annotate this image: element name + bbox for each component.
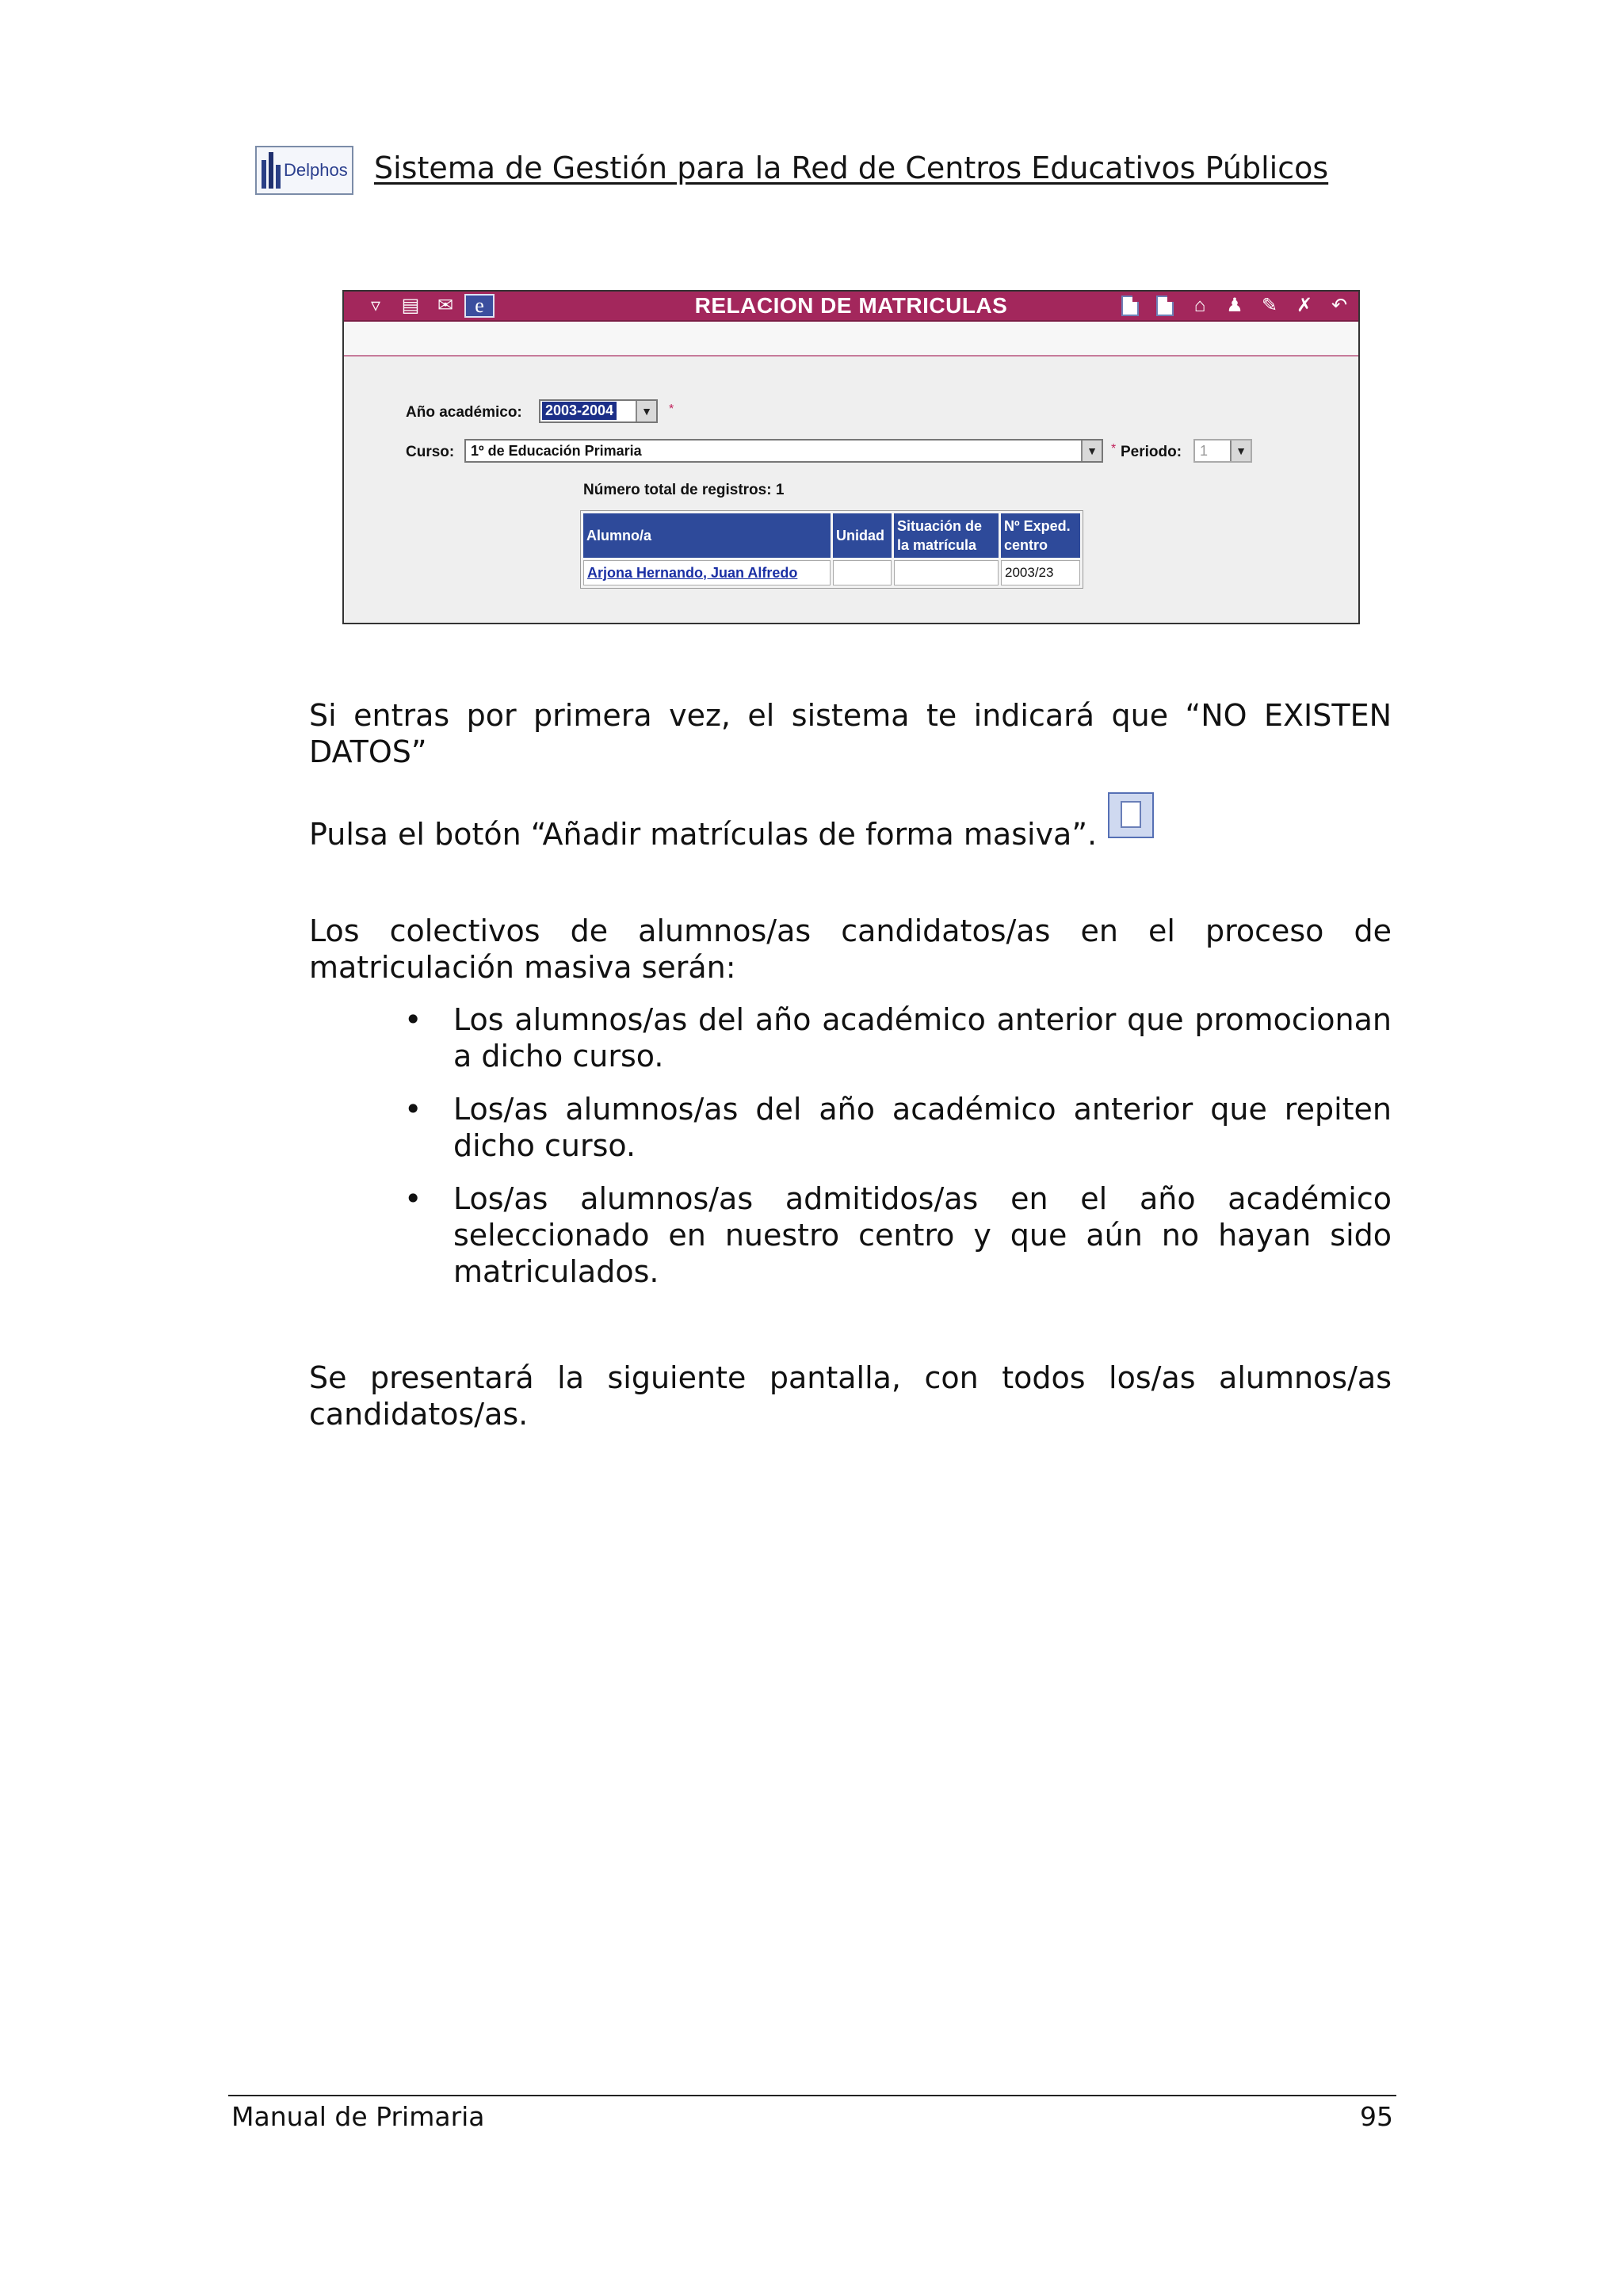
add-bulk-enrollment-icon	[1108, 792, 1154, 838]
chevron-down-icon[interactable]: ▼	[1230, 441, 1251, 461]
student-link[interactable]: Arjona Hernando, Juan Alfredo	[587, 564, 798, 581]
paragraph-collectives: Los colectivos de alumnos/as candidatos/as en el proceso de matriculación masiva serán:	[309, 913, 1392, 985]
table-header-row	[583, 513, 1080, 558]
window-title-bar	[344, 292, 1358, 322]
col-alumno[interactable]: Alumno/a	[583, 513, 831, 558]
collectives-list	[404, 1001, 1392, 1306]
paragraph-next-screen: Se presentará la siguiente pantalla, con todos los/as alumnos/as candidatos/as.	[309, 1360, 1392, 1432]
period-select[interactable]	[1193, 439, 1252, 463]
list-item: • Los/as alumnos/as del año académico anterior que repiten dicho curso.	[404, 1091, 1392, 1164]
required-mark: *	[1111, 442, 1117, 456]
mail-icon[interactable]: ✉	[437, 295, 454, 316]
page-header	[255, 144, 1365, 196]
list-item: • Los alumnos/as del año académico anterior que promocionan a dicho curso.	[404, 1001, 1392, 1074]
new-doc-icon[interactable]	[1114, 293, 1146, 318]
list-icon[interactable]: ▤	[401, 295, 420, 316]
delphos-logo	[255, 146, 353, 195]
col-expediente[interactable]: Nº Exped. centro	[1001, 513, 1080, 558]
screen-title: RELACION DE MATRICULAS	[694, 293, 1008, 318]
period-value: 1	[1200, 443, 1209, 459]
table-row[interactable]	[583, 560, 1080, 585]
paragraph-press-button	[309, 792, 1392, 852]
footer-manual-title: Manual de Primaria	[231, 2101, 485, 2132]
col-situacion[interactable]: Situación de la matrícula	[894, 513, 999, 558]
subheader-strip	[344, 322, 1358, 357]
course-select[interactable]	[464, 439, 1103, 463]
columns-icon	[262, 152, 282, 189]
year-select[interactable]	[539, 399, 658, 423]
doc-icon[interactable]	[1149, 293, 1181, 318]
home-icon[interactable]: ⌂	[1193, 295, 1206, 316]
edit-icon[interactable]: ✎	[1261, 295, 1278, 316]
cell-unidad	[833, 560, 892, 585]
cell-alumno[interactable]	[583, 560, 831, 585]
tools-icon[interactable]: ✗	[1296, 295, 1313, 316]
course-value: 1º de Educación Primaria	[471, 443, 642, 459]
required-mark: *	[669, 402, 674, 416]
page-number: 95	[1360, 2101, 1393, 2132]
footer-rule	[228, 2095, 1396, 2096]
chevron-down-icon[interactable]: ▼	[1081, 441, 1102, 461]
e-icon[interactable]: e	[464, 294, 495, 318]
course-label: Curso:	[406, 444, 455, 460]
cell-situacion	[894, 560, 999, 585]
record-count: Número total de registros: 1	[583, 482, 785, 498]
logo-text: Delphos	[284, 160, 348, 180]
period-label: Periodo:	[1121, 444, 1182, 460]
cell-expediente: 2003/23	[1001, 560, 1080, 585]
press-button-text: Pulsa el botón “Añadir matrículas de forma masiva”.	[309, 817, 1098, 852]
filter-icon[interactable]: ▿	[370, 295, 381, 316]
chevron-down-icon[interactable]: ▼	[636, 401, 656, 421]
paragraph-first-entry: Si entras por primera vez, el sistema te indicará que “NO EXISTEN DATOS”	[309, 698, 1392, 769]
toolbar-right	[1114, 293, 1355, 318]
undo-icon[interactable]: ↶	[1331, 295, 1348, 316]
matriculas-table	[580, 510, 1083, 589]
matriculas-screenshot	[342, 290, 1360, 624]
year-value: 2003-2004	[542, 402, 617, 420]
header-title: Sistema de Gestión para la Red de Centros Educativos Públicos	[374, 151, 1329, 185]
list-item: • Los/as alumnos/as admitidos/as en el año académico seleccionado en nuestro centro y que aún no hayan sido matriculados.	[404, 1180, 1392, 1290]
users-icon[interactable]: ♟	[1226, 295, 1243, 316]
year-label: Año académico:	[406, 404, 522, 421]
col-unidad[interactable]: Unidad	[833, 513, 892, 558]
